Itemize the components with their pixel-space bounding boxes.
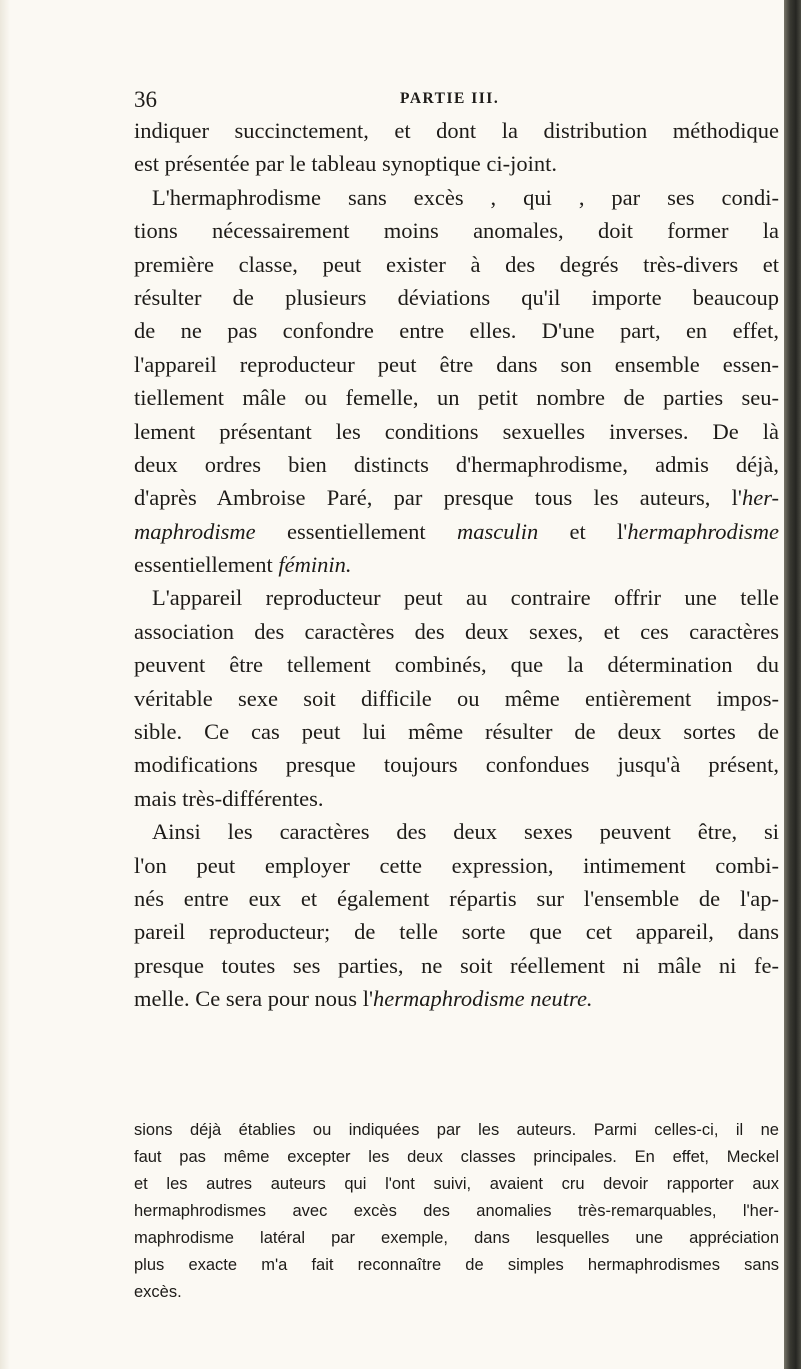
page-number: 36 [134,87,157,112]
page-header [134,86,774,116]
text-line [134,548,779,581]
text-line: peuvent être tellement combinés, que la détermination du [134,652,779,678]
text-line: Ainsi les caractères des deux sexes peuvent être, si [152,819,779,845]
text-line: L'appareil reproducteur peut au contraire offrir une telle [152,585,779,611]
running-head: PARTIE III. [400,90,500,107]
italic-run: féminin. [278,552,352,578]
text-line: lement présentant les conditions sexuelles inverses. De là [134,418,779,444]
text-line: association des caractères des deux sexes, et ces caractères [134,618,779,644]
italic-run: maphrodisme [134,518,256,544]
book-binding-edge [784,0,801,1369]
text-line: nés entre eux et également répartis sur l'ensemble de l'ap- [134,885,779,911]
text-line: sible. Ce cas peut lui même résulter de deux sortes de [134,719,779,745]
footnote-line: plus exacte m'a fait reconnaître de simples hermaphrodismes sans [134,1256,779,1274]
text-run: essentiellement [255,518,457,544]
text-line: pareil reproducteur; de telle sorte que cet appareil, dans [134,919,779,945]
italic-run: hermaphrodisme neutre. [373,986,593,1012]
footnote-line: maphrodisme latéral par exemple, dans lesquelles une appréciation [134,1229,779,1247]
text-line: est présentée par le tableau synoptique ci-joint. [134,151,557,177]
text-line: l'appareil reproducteur peut être dans son ensemble essen- [134,351,779,377]
text-line: tiellement mâle ou femelle, un petit nombre de parties seu- [134,385,779,411]
footnote-line: faut pas même excepter les deux classes principales. En effet, Meckel [134,1148,779,1166]
text-line: indiquer succinctement, et dont la distribution méthodique [134,118,779,143]
footnote-line: sions déjà établies ou indiquées par les auteurs. Parmi celles-ci, il ne [134,1121,779,1139]
main-text [134,114,779,1016]
italic-run: masculin [456,518,539,544]
footnote-line: hermaphrodismes avec excès des anomalies très-remarquables, l'her- [134,1202,779,1220]
text-line [134,982,779,1015]
text-line: presque toutes ses parties, ne soit réellement ni mâle ni fe- [134,952,779,978]
text-run: melle. Ce sera pour nous l' [134,986,373,1012]
text-line: L'hermaphrodisme sans excès , qui , par ses condi- [152,184,779,210]
text-line: mais très-différentes. [134,785,324,811]
italic-run: her- [741,485,779,511]
italic-run: hermaphrodisme [627,518,780,544]
text-line [134,481,779,514]
text-line: tions nécessairement moins anomales, doit former la [134,218,779,244]
text-run: essentiellement [134,552,279,578]
page-left-edge [0,0,10,1369]
text-line: l'on peut employer cette expression, intimement combi- [134,852,779,878]
footnote-continuation [134,1117,779,1306]
text-line: modifications presque toujours confondues jusqu'à présent, [134,752,779,778]
text-line: première classe, peut exister à des degrés très-divers et [134,251,779,277]
footnote-line: excès. [134,1283,182,1301]
text-line: résulter de plusieurs déviations qu'il importe beaucoup [134,284,779,310]
text-run: d'après Ambroise Paré, par presque tous les auteurs, l' [134,485,742,511]
text-line: véritable sexe soit difficile ou même entièrement impos- [134,685,779,711]
text-run: et l' [538,518,628,544]
text-line: deux ordres bien distincts d'hermaphrodisme, admis déjà, [134,451,779,477]
text-line: de ne pas confondre entre elles. D'une part, en effet, [134,318,779,344]
text-line [134,515,779,548]
footnote-line: et les autres auteurs qui l'ont suivi, avaient cru devoir rapporter aux [134,1175,779,1193]
